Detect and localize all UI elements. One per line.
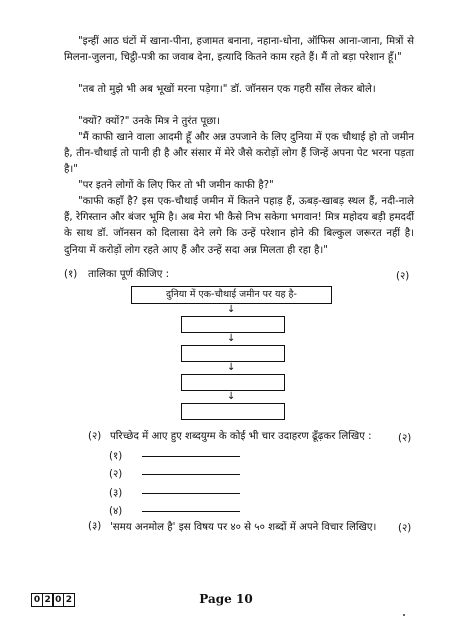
- flowchart-top-box: दुनिया में एक-चौथाई जमीन पर यह है-: [131, 286, 332, 304]
- flowchart-blank-box-4[interactable]: [181, 403, 285, 420]
- passage-paragraph-3: "क्यों? क्यों?" उनके मित्र ने तुरंत पूछा।: [78, 116, 220, 127]
- paper-code-digit-3: 0: [52, 593, 64, 607]
- answer-blank-3-line[interactable]: [142, 493, 240, 494]
- question-3-marks: (२): [398, 523, 412, 534]
- passage-paragraph-1: "इन्हीं आठ घंटों में खाना-पीना, हजामत बनाना, नहाना-धोना, ऑफिस आना-जाना, मित्रों से मिलना-जुलना, चिट्ठी-पत्री का जवाब देना, इत्यादि कितने काम रहते हैं। मैं तो बड़ा परेशान हूँ।": [64, 36, 414, 64]
- question-2-text: परिच्छेद में आए हुए शब्दयुग्म के कोई भी चार उदाहरण ढूँढ़कर लिखिए :: [110, 431, 372, 442]
- answer-blank-2-line[interactable]: [142, 474, 240, 475]
- question-2-marks: (२): [398, 433, 412, 444]
- paper-code-digit-2: 2: [42, 593, 54, 607]
- flowchart-arrow-4: ↓: [227, 391, 236, 402]
- page-number: Page 10: [199, 592, 253, 606]
- paper-code-digit-4: 2: [63, 593, 75, 607]
- question-3-text: 'समय अनमोल है' इस विषय पर ४० से ५० शब्दों में अपने विचार लिखिए।: [110, 522, 377, 533]
- question-2-number: (२): [88, 431, 102, 442]
- passage-paragraph-2: "तब तो मुझे भी अब भूखों मरना पड़ेगा।" डॉ. जॉनसन एक गहरी साँस लेकर बोले।: [78, 84, 376, 95]
- flowchart-arrow-3: ↓: [227, 362, 236, 373]
- answer-blank-4-label: (४): [109, 506, 123, 517]
- passage-paragraph-5: "पर इतने लोगों के लिए फिर तो भी जमीन काफी है?": [78, 180, 274, 191]
- scan-dot: [403, 614, 405, 616]
- paper-code-digit-1: 0: [31, 593, 43, 607]
- passage-paragraph-4: "मैं काफी खाने वाला आदमी हूँ और अन्न उपजाने के लिए दुनिया में एक चौथाई हो तो जमीन है, तीन-चौथाई तो पानी ही है और संसार में मेरे जैसे करोड़ों लोग हैं जिन्हें अपना पेट भरना पड़ता है।": [64, 132, 414, 176]
- question-3-number: (३): [88, 521, 102, 532]
- flowchart-blank-box-3[interactable]: [181, 374, 285, 391]
- answer-blank-3-label: (३): [109, 488, 123, 499]
- answer-blank-4-line[interactable]: [142, 511, 240, 512]
- question-1-number: (१): [64, 269, 78, 280]
- flowchart-arrow-1: ↓: [227, 304, 236, 315]
- answer-blank-1-label: (१): [109, 451, 123, 462]
- answer-blank-2-label: (२): [109, 469, 123, 480]
- flowchart-blank-box-1[interactable]: [181, 316, 285, 333]
- question-1-text: तालिका पूर्ण कीजिए :: [88, 269, 170, 280]
- flowchart-blank-box-2[interactable]: [181, 345, 285, 362]
- flowchart-arrow-2: ↓: [227, 333, 236, 344]
- answer-blank-1-line[interactable]: [142, 456, 240, 457]
- question-1-marks: (२): [396, 271, 410, 282]
- passage-paragraph-6: "काफी कहाँ है? इस एक-चौथाई जमीन में कितने पहाड़ हैं, ऊबड़-खाबड़ स्थल हैं, नदी-नाले हैं, रेगिस्तान और बंजर भूमि है। अब मेरा भी कैसे निभ सकेगा भगवान! मित्र महोदय बड़ी हमदर्दी के साथ डॉ. जॉनसन को दिलासा देने लगे कि उन्हें परेशान होने की बिल्कुल जरूरत नहीं है। दुनिया में करोड़ों लोग रहते आए हैं और उन्हें सदा अन्न मिलता ही रहा है।": [64, 196, 414, 256]
